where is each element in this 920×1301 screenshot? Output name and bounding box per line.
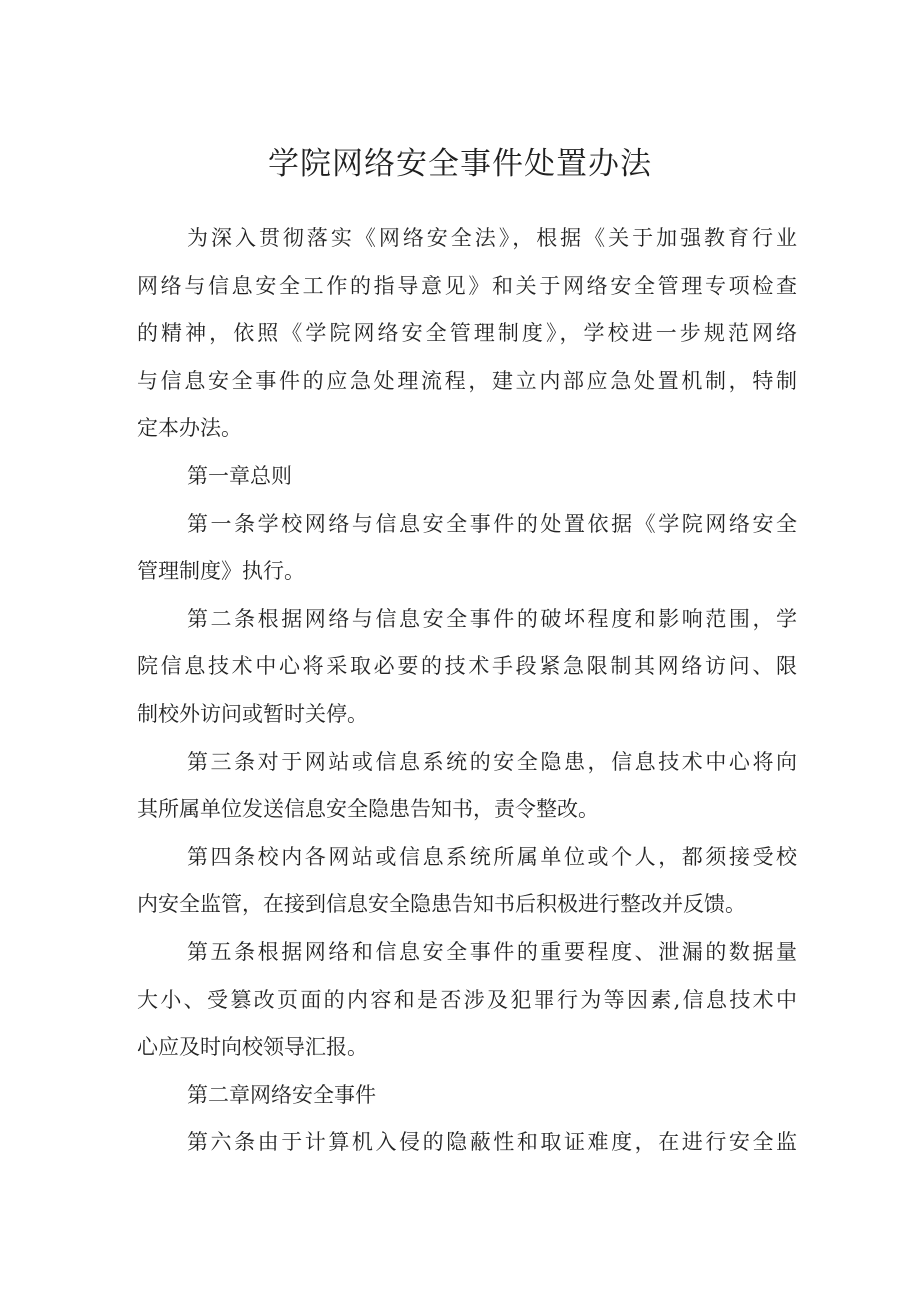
- article-3: [137, 739, 797, 834]
- text-line: 大小、受篡改页面的内容和是否涉及犯罪行为等因素,信息技术中: [137, 987, 797, 1012]
- chapter-heading-1: [137, 453, 797, 501]
- text-line: 第一条学校网络与信息安全事件的处置依据《学院网络安全: [187, 511, 797, 536]
- text-line: 第六条由于计算机入侵的隐蔽性和取证难度，在进行安全监: [187, 1130, 797, 1155]
- text-line: 心应及时向校领导汇报。: [137, 1035, 368, 1060]
- paragraph-intro: [137, 215, 797, 453]
- text-line: 定本办法。: [137, 416, 242, 441]
- text-line: 第二章网络安全事件: [187, 1082, 376, 1107]
- text-line: 为深入贯彻落实《网络安全法》，根据《关于加强教育行业: [187, 226, 797, 250]
- text-line: 内安全监管，在接到信息安全隐患告知书后积极进行整改并反馈。: [137, 892, 746, 917]
- chapter-heading-2: [137, 1072, 797, 1120]
- document-body: [137, 215, 797, 1167]
- document-title: 学院网络安全事件处置办法: [268, 146, 652, 182]
- text-line: 与信息安全事件的应急处理流程，建立内部应急处置机制，特制: [137, 368, 797, 393]
- article-1: [137, 501, 797, 596]
- text-line: 其所属单位发送信息安全隐患告知书，责令整改。: [137, 797, 599, 822]
- text-line: 第四条校内各网站或信息系统所属单位或个人，都须接受校: [187, 844, 797, 869]
- text-line: 管理制度》执行。: [137, 559, 305, 584]
- text-line: 第一章总则: [187, 463, 292, 488]
- article-5: [137, 929, 797, 1072]
- article-6: [137, 1119, 797, 1167]
- text-line: 院信息技术中心将采取必要的技术手段紧急限制其网络访问、限: [137, 654, 797, 679]
- text-line: 的精神，依照《学院网络安全管理制度》，学校进一步规范网络: [137, 321, 797, 346]
- text-line: 第五条根据网络和信息安全事件的重要程度、泄漏的数据量: [187, 939, 797, 964]
- text-line: 第三条对于网站或信息系统的安全隐患，信息技术中心将向: [187, 749, 797, 774]
- article-4: [137, 834, 797, 929]
- article-2: [137, 596, 797, 739]
- text-line: 网络与信息安全工作的指导意见》和关于网络安全管理专项检查: [137, 273, 797, 298]
- text-line: 制校外访问或暂时关停。: [137, 701, 368, 726]
- text-line: 第二条根据网络与信息安全事件的破坏程度和影响范围，学: [187, 606, 797, 631]
